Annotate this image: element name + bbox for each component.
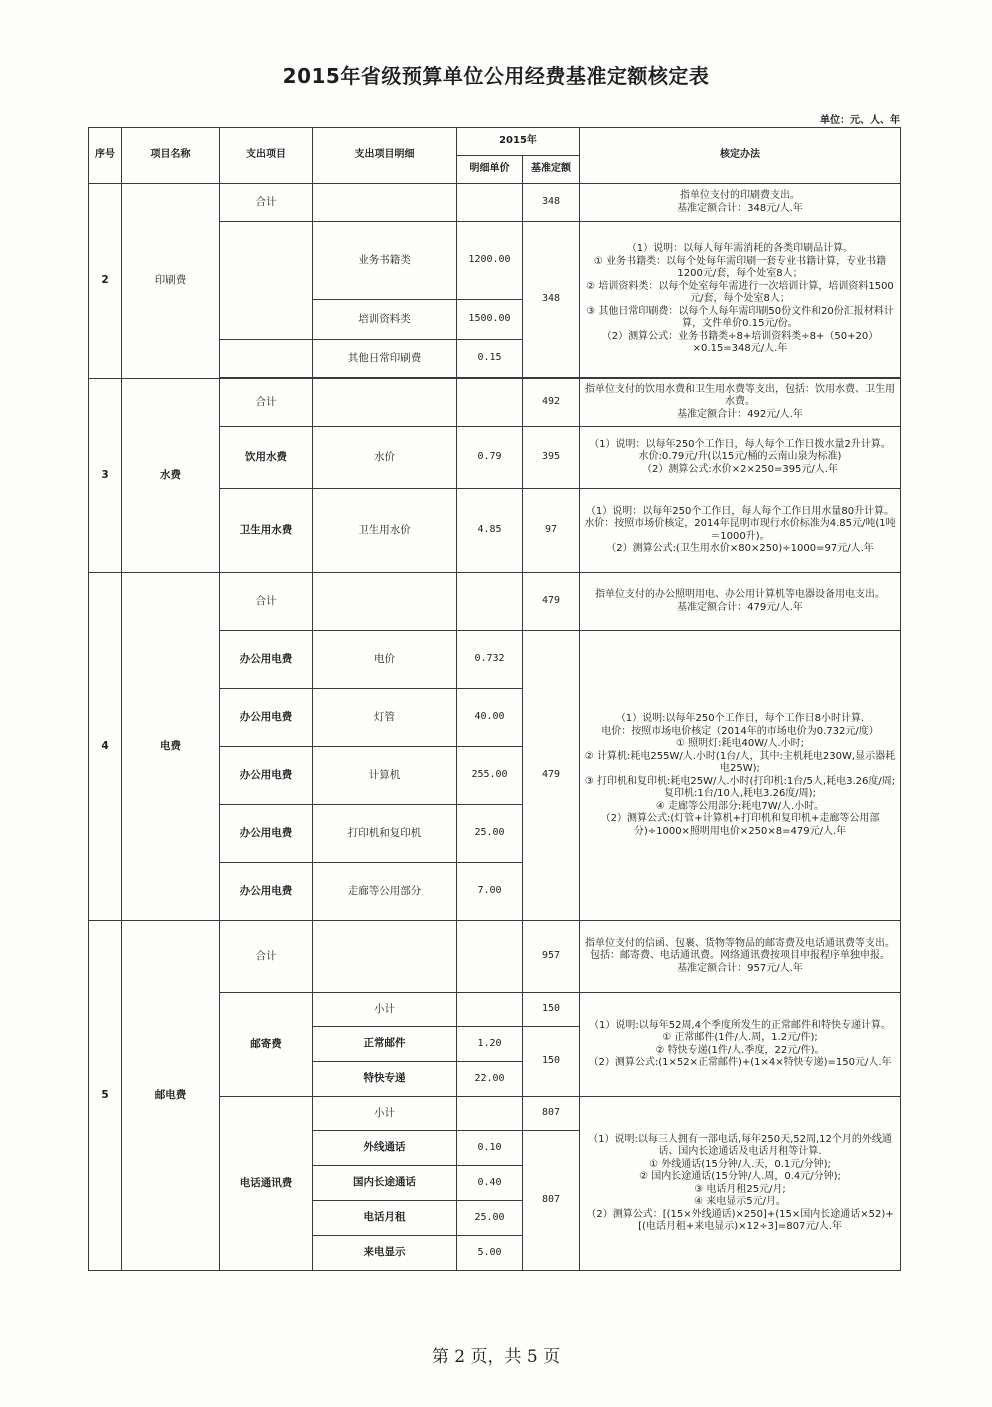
s5-phone-detail-2: 国内长途通话 [313, 1166, 457, 1201]
s2-quota: 348 [523, 222, 580, 378]
s5-phone-price-2: 0.40 [457, 1166, 523, 1201]
s4-total-desc [580, 573, 901, 631]
desc-line: ③ 其他日常印刷费：以每个人每年需印刷50份文件和20份汇报材料计算，文件单价0.15元/份。 [586, 305, 894, 330]
desc-line: 基准定额合计：957元/人.年 [677, 962, 803, 974]
s4-detail-2: 灯管 [313, 689, 457, 747]
desc-line: （2）测算公式:(灯管+计算机+打印机和复印机+走廊等公用部分)÷1000×照明用电价×250×8=479元/人.年 [600, 813, 880, 837]
s3-name: 水费 [122, 379, 220, 573]
s5-no: 5 [89, 921, 122, 1271]
desc-line: 基准定额合计：492元/人.年 [677, 408, 803, 420]
desc-line: （2）测算公式:(1×52×正常邮件)+(1×4×特快专递)=150元/人.年 [588, 1057, 892, 1068]
s4-detail-1: 电价 [313, 631, 457, 689]
s5-phone-detail-1: 外线通话 [313, 1131, 457, 1166]
desc-line: ② 国内长途通话(15分钟/人.周，0.4元/分钟); [639, 1171, 841, 1182]
s2-total-detail [313, 184, 457, 222]
header-method: 核定办法 [580, 128, 901, 184]
desc-line: ④ 走廊等公用部分:耗电7W/人.小时。 [655, 800, 825, 812]
s3-total-price [457, 379, 523, 427]
desc-line: 指单位支付的饮用水费和卫生用水费等支出，包括：饮用水费、卫生用水费。 [585, 383, 895, 408]
s2-expense-empty-2 [220, 340, 313, 378]
desc-line: （1）说明：以每年250个工作日，每人每个工作日用水量80升计算。 [585, 505, 895, 517]
s5-total-label: 合计 [220, 921, 313, 993]
s5-phone-detail-3: 电话月租 [313, 1201, 457, 1236]
s2-detail-2: 培训资料类 [313, 300, 457, 340]
s4-desc [580, 631, 901, 921]
s5-name: 邮电费 [122, 921, 220, 1271]
desc-line: ④ 来电显示5元/月。 [694, 1196, 786, 1207]
s3-total-row [89, 379, 901, 427]
s5-postal-desc [580, 993, 901, 1097]
s5-postal-detail-2: 特快专递 [313, 1062, 457, 1097]
desc-line: （1）说明：以每年250个工作日，每人每个工作日拨水量2升计算。 [589, 438, 891, 450]
s3-drink-desc [580, 427, 901, 489]
unit-note: 单位：元、人、年 [820, 115, 900, 126]
header-unit-price: 明细单价 [457, 156, 523, 184]
desc-line: （1）说明：以每人每年需消耗的各类印刷品计算。 [626, 243, 854, 255]
header-seq: 序号 [89, 128, 122, 184]
s4-expense-3: 办公用电费 [220, 747, 313, 805]
s3-drink-quota: 395 [523, 427, 580, 489]
desc-line: 指单位支付的办公照明用电、办公用计算机等电器设备用电支出。 [595, 589, 885, 600]
desc-line: ③ 电话月租25元/月; [694, 1183, 786, 1195]
page-title: 2015年省级预算单位公用经费基准定额核定表 [282, 64, 710, 88]
s2-total-row [89, 184, 901, 222]
desc-line: 基准定额合计：479元/人.年 [677, 601, 803, 613]
desc-line: （1）说明:以每三人拥有一部电话,每年250天,52周,12个月的外线通话、国内长途通话及电话月租等计算. [588, 1133, 892, 1157]
header-item: 项目名称 [122, 128, 220, 184]
s3-drink-price: 0.79 [457, 427, 523, 489]
s4-detail-3: 计算机 [313, 747, 457, 805]
desc-line: 水价:0.79元/升(以15元/桶的云南山泉为标准) [638, 451, 842, 463]
s4-no: 4 [89, 573, 122, 921]
desc-line: （1）说明:以每年52周,4个季度所发生的正常邮件和特快专递计算。 [589, 1019, 891, 1031]
desc-line: （2）测算公式：业务书籍类÷8+培训资料类÷8+（50+20）×0.15=348元/人.年 [601, 330, 879, 355]
s2-desc [580, 222, 901, 378]
desc-line: ② 培训资料类：以每个处室每年需进行一次培训计算，培训资料1500元/套，每个处室8人； [586, 280, 894, 305]
s4-price-1: 0.732 [457, 631, 523, 689]
s5-postal-subtotal-label: 小计 [313, 993, 457, 1027]
s2-price-1: 1200.00 [457, 222, 523, 300]
s5-phone-expense: 电话通讯费 [220, 1097, 313, 1271]
s3-drink-expense: 饮用水费 [220, 427, 313, 489]
header-expense: 支出项目 [220, 128, 313, 184]
s4-expense-4: 办公用电费 [220, 805, 313, 863]
s2-no: 2 [89, 184, 122, 379]
s3-sanitary-desc [580, 489, 901, 573]
header-detail: 支出项目明细 [313, 128, 457, 184]
s2-detail-1: 业务书籍类 [313, 222, 457, 300]
s4-detail-5: 走廊等公用部分 [313, 863, 457, 921]
s5-postal-detail-1: 正常邮件 [313, 1027, 457, 1062]
desc-line: （2）测算公式：[(15×外线通话)×250]+(15×国内长途通话×52)+[(电话月租+来电显示)×12÷3]=807元/人.年 [586, 1208, 894, 1232]
s4-detail-4: 打印机和复印机 [313, 805, 457, 863]
desc-line: ③ 打印机和复印机:耗电25W/人.小时(打印机:1台/5人,耗电3.26度/周;复印机:1台/10人,耗电3.26度/周); [584, 775, 896, 799]
s2-expense-empty [220, 222, 313, 340]
s5-phone-detail-4: 来电显示 [313, 1236, 457, 1271]
s3-total-desc [580, 379, 901, 427]
s4-expense-5: 办公用电费 [220, 863, 313, 921]
desc-line: 电价：按照市场电价核定（2014年的市场电价为0.732元/度） [601, 725, 879, 737]
s5-postal-subtotal-quota: 150 [523, 993, 580, 1027]
s5-total-desc [580, 921, 901, 993]
s2-price-3: 0.15 [457, 340, 523, 378]
s5-postal-subtotal-price [457, 993, 523, 1027]
desc-line: 水价：按照市场价核定，2014年昆明市现行水价标准为4.85元/吨(1吨＝1000升)。 [584, 518, 896, 542]
s5-phone-quota: 807 [523, 1131, 580, 1271]
s3-sanitary-expense: 卫生用水费 [220, 489, 313, 573]
header-quota: 基准定额 [523, 156, 580, 184]
s3-total-label: 合计 [220, 379, 313, 427]
s5-total-quota: 957 [523, 921, 580, 993]
s3-total-quota: 492 [523, 379, 580, 427]
quota-table [88, 127, 901, 1271]
s5-phone-desc [580, 1097, 901, 1271]
s5-postal-expense: 邮寄费 [220, 993, 313, 1097]
s2-total-desc [580, 184, 901, 222]
s5-phone-price-4: 5.00 [457, 1236, 523, 1271]
s4-total-row [89, 573, 901, 631]
s5-total-price [457, 921, 523, 993]
s5-phone-subtotal-label: 小计 [313, 1097, 457, 1131]
s4-price-2: 40.00 [457, 689, 523, 747]
s3-no: 3 [89, 379, 122, 573]
s2-total-quota: 348 [523, 184, 580, 222]
s4-expense-1: 办公用电费 [220, 631, 313, 689]
s5-phone-price-3: 25.00 [457, 1201, 523, 1236]
desc-line: （2）测算公式:(卫生用水价×80×250)÷1000=97元/人.年 [606, 543, 874, 554]
s4-total-detail [313, 573, 457, 631]
desc-line: ① 照明灯:耗电40W/人.小时; [675, 738, 805, 749]
s5-postal-quota: 150 [523, 1027, 580, 1097]
desc-line: ① 正常邮件(1件/人.周，1.2元/件); [662, 1032, 818, 1043]
desc-line: ② 特快专递(1件/人.季度，22元/件)。 [655, 1044, 825, 1056]
desc-line: ② 计算机:耗电255W/人.小时(1台/人，其中:主机耗电230W,显示器耗电25W); [584, 750, 896, 774]
s5-phone-subtotal-price [457, 1097, 523, 1131]
s2-name: 印刷费 [122, 184, 220, 379]
s5-postal-price-2: 22.00 [457, 1062, 523, 1097]
s3-total-detail [313, 379, 457, 427]
s4-quota: 479 [523, 631, 580, 921]
s2-total-label: 合计 [220, 184, 313, 222]
s2-price-2: 1500.00 [457, 300, 523, 340]
s5-phone-subtotal-quota: 807 [523, 1097, 580, 1131]
s4-expense-2: 办公用电费 [220, 689, 313, 747]
s5-total-detail [313, 921, 457, 993]
s4-total-quota: 479 [523, 573, 580, 631]
header-row [89, 128, 901, 156]
s4-price-5: 7.00 [457, 863, 523, 921]
desc-line: 指单位支付的信函、包裹、货物等物品的邮寄费及电话通讯费等支出。包括：邮寄费、电话通讯费。网络通讯费按项目申报程序单独申报。 [585, 937, 895, 962]
s4-price-4: 25.00 [457, 805, 523, 863]
header-year: 2015年 [457, 128, 580, 156]
s3-sanitary-price: 4.85 [457, 489, 523, 573]
s5-postal-price-1: 1.20 [457, 1027, 523, 1062]
s4-price-3: 255.00 [457, 747, 523, 805]
desc-line: ① 业务书籍类：以每个处每年需印刷一套专业书籍计算，专业书籍1200元/套，每个处室8人； [593, 255, 887, 280]
s4-name: 电费 [122, 573, 220, 921]
desc-line: 基准定额合计：348元/人.年 [677, 202, 803, 214]
s3-drink-detail: 水价 [313, 427, 457, 489]
s3-sanitary-quota: 97 [523, 489, 580, 573]
s4-total-price [457, 573, 523, 631]
s5-phone-price-1: 0.10 [457, 1131, 523, 1166]
s2-detail-3: 其他日常印刷费 [313, 340, 457, 378]
page-footer: 第 2 页，共 5 页 [431, 1347, 561, 1367]
desc-line: （2）测算公式:水价×2×250=395元/人.年 [642, 463, 838, 475]
s5-total-row [89, 921, 901, 993]
desc-line: （1）说明:以每年250个工作日，每个工作日8小时计算. [615, 713, 865, 724]
desc-line: 指单位支付的印刷费支出。 [680, 190, 800, 201]
s4-total-label: 合计 [220, 573, 313, 631]
desc-line: ① 外线通话(15分钟/人.天，0.1元/分钟); [649, 1158, 831, 1170]
s3-sanitary-detail: 卫生用水价 [313, 489, 457, 573]
s2-total-price [457, 184, 523, 222]
